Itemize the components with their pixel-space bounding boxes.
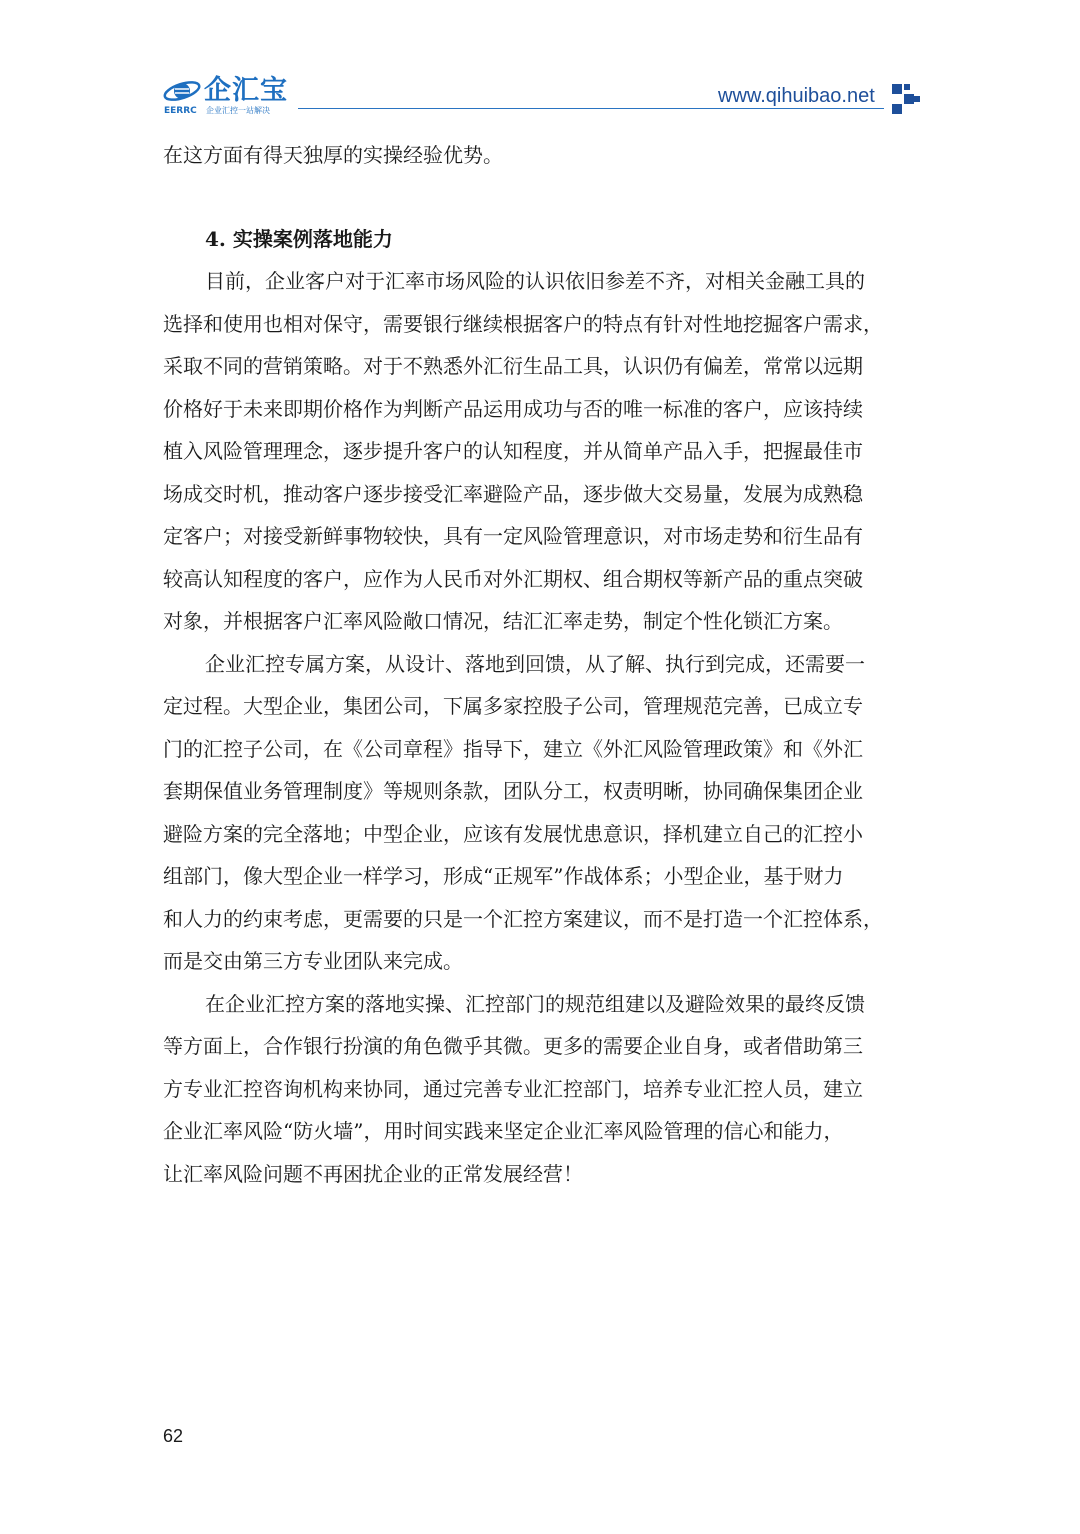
paragraph-line: 而是交由第三方专业团队来完成。	[163, 949, 463, 973]
paragraph-line: 较高认知程度的客户，应作为人民币对外汇期权、组合期权等新产品的重点突破	[163, 566, 863, 591]
page-number: 62	[163, 1426, 184, 1446]
paragraph-line: 采取不同的营销策略。对于不熟悉外汇衍生品工具，认识仍有偏差，常常以远期	[163, 354, 863, 378]
paragraph-line: 企业汇控专属方案，从设计、落地到回馈，从了解、执行到完成，还需要一	[205, 651, 865, 676]
paragraph-1	[163, 260, 923, 643]
brand-logo	[162, 74, 292, 120]
globe-logo-icon	[162, 78, 202, 104]
paragraph-line: 避险方案的完全落地；中型企业，应该有发展忧患意识，择机建立自己的汇控小	[163, 821, 863, 846]
paragraph-line: 定过程。大型企业，集团公司，下属多家控股子公司，管理规范完善，已成立专	[163, 694, 863, 718]
paragraph-line: 定客户；对接受新鲜事物较快，具有一定风险管理意识，对市场走势和衍生品有	[163, 524, 863, 548]
header-divider	[298, 108, 884, 109]
paragraph-line: 选择和使用也相对保守，需要银行继续根据客户的特点有针对性地挖掘客户需求，	[163, 311, 883, 336]
paragraph-line: 对象，并根据客户汇率风险敞口情况，结汇汇率走势，制定个性化锁汇方案。	[163, 609, 843, 633]
paragraph-2	[163, 643, 923, 983]
paragraph-line: 企业汇率风险“防火墙”，用时间实践来坚定企业汇率风险管理的信心和能力，	[163, 1119, 844, 1143]
paragraph-line: 门的汇控子公司，在《公司章程》指导下，建立《外汇风险管理政策》和《外汇	[163, 736, 863, 761]
site-url: www.qihuibao.net	[718, 85, 875, 107]
paragraph-line: 方专业汇控咨询机构来协同，通过完善专业汇控部门，培养专业汇控人员，建立	[163, 1076, 863, 1101]
lead-text	[163, 134, 917, 177]
paragraph-line: 和人力的约束考虑，更需要的只是一个汇控方案建议，而不是打造一个汇控体系，	[163, 906, 883, 931]
logo-abbreviation: EERRC	[164, 106, 197, 116]
paragraph-line: 在企业汇控方案的落地实操、汇控部门的规范组建以及避险效果的最终反馈	[205, 991, 865, 1016]
logo-name: 企汇宝	[204, 75, 288, 106]
paragraph-line: 场成交时机，推动客户逐步接受汇率避险产品，逐步做大交易量，发展为成熟稳	[163, 481, 863, 506]
logo-slogan: 企业汇控一站解决	[206, 106, 270, 115]
paragraph-line: 让汇率风险问题不再困扰企业的正常发展经营！	[163, 1161, 583, 1186]
paragraph-line: 等方面上，合作银行扮演的角色微乎其微。更多的需要企业自身，或者借助第三	[163, 1034, 863, 1058]
lead-line: 在这方面有得天独厚的实操经验优势。	[163, 143, 503, 167]
paragraph-line: 植入风险管理理念，逐步提升客户的认知程度，并从简单产品入手，把握最佳市	[163, 439, 863, 463]
page-header	[0, 0, 1080, 120]
body-text	[163, 260, 923, 1195]
paragraph-line: 组部门，像大型企业一样学习，形成“正规军”作战体系；小型企业，基于财力	[163, 864, 844, 888]
paragraph-line: 价格好于未来即期价格作为判断产品运用成功与否的唯一标准的客户，应该持续	[163, 396, 863, 421]
paragraph-3	[163, 983, 923, 1196]
paragraph-line: 目前，企业客户对于汇率市场风险的认识依旧参差不齐，对相关金融工具的	[205, 269, 865, 293]
section-title: 4. 实操案例落地能力	[205, 227, 393, 251]
blocks-icon	[892, 84, 920, 114]
paragraph-line: 套期保值业务管理制度》等规则条款，团队分工，权责明晰，协同确保集团企业	[163, 779, 863, 803]
